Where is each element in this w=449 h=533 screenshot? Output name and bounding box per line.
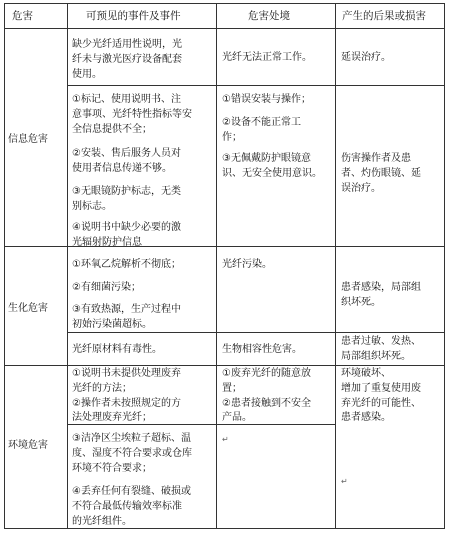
handling-text: ③无佩戴防护眼镜意 [222,153,311,164]
consequence-text: 增加了重复使用废 [341,383,421,394]
table-border-left [4,3,5,529]
table-border-bottom [4,528,444,529]
header-events: 可预见的事件及事件 [86,10,181,22]
event-text: ②安装、售后服务人员对 [72,148,181,159]
table-border-right [444,3,445,529]
paragraph-mark: ↵ [222,435,229,444]
handling-text: 作； [222,132,242,143]
handling-text: 置； [222,383,242,394]
row-divider [4,28,444,29]
consequence-text: 患者感染。 [341,412,391,423]
event-text: 全信息提供不全； [72,124,152,135]
consequence-text: 弃光纤的可能性、 [341,398,421,409]
column-divider [335,3,336,529]
event-text: ③无眼镜防护标志，无类 [72,186,181,197]
event-text: 缺少光纤适用性说明，光 [72,39,182,50]
handling-text: ①废弃光纤的随意放 [222,368,311,379]
event-text: 使用。 [72,69,102,80]
table-border-top [4,3,444,4]
event-text: ③有致热源，生产过程中 [72,304,181,315]
event-text: ①标记、使用说明书、注 [72,94,181,105]
event-text: 纤未与激光医疗设备配套 [72,54,182,65]
event-text: ①环氧乙烷解析不彻底； [72,259,181,270]
header-consequence: 产生的后果或损害 [342,10,426,22]
event-text: ④说明书中缺少必要的激 [72,222,181,233]
row-divider [4,246,444,247]
consequence-text: 局部组织坏死。 [341,351,411,362]
handling-text: ②患者接触到不安全 [222,398,311,409]
event-text: ②有细菌污染； [72,282,141,293]
event-text: 光纤原材料有毒性。 [72,344,162,355]
event-text: ④丢弃任何有裂缝、破损或 [72,486,191,497]
consequence-text: 患者感染，局部组 [341,282,421,293]
event-text: 法处理废弃光纤； [72,412,152,423]
column-divider [67,3,68,529]
consequence-text: 织坏死。 [341,297,381,308]
header-handling: 危害处境 [248,10,290,22]
consequence-text: 延误治疗。 [341,52,391,63]
event-text: ②操作者未按照规定的方 [72,398,181,409]
event-text: 不符合最低传输效率标准 [72,501,182,512]
consequence-text: 者、灼伤眼镜、延 [341,168,421,179]
event-text: 光纤的方法； [72,383,132,394]
consequence-text: 误治疗。 [341,183,381,194]
event-text: 环境不符合要求； [72,463,152,474]
handling-text: 识、无安全使用意识。 [222,168,322,179]
consequence-text: 患者过敏、发热、 [341,336,421,347]
row-divider [67,85,444,86]
event-text: ①说明书未提供处理废弃 [72,368,181,379]
event-text: 意事项、光纤特性指标等安 [72,109,192,120]
event-text: 别标志。 [72,201,112,212]
event-text: 使用者信息传递不够。 [72,163,172,174]
event-text: 度、湿度不符合要求或仓库 [72,448,192,459]
header-hazard: 危害 [12,10,33,22]
consequence-text: 环境破坏、 [341,368,391,379]
category-info-hazard: 信息危害 [8,134,48,145]
paragraph-mark: ↵ [341,477,348,486]
handling-text: 生物相容性危害。 [222,344,302,355]
handling-text: 产品。 [222,412,252,423]
handling-text: ①错误安装与操作； [222,94,311,105]
handling-text: ②设备不能正常工 [222,117,301,128]
event-text: ③洁净区尘埃粒子超标、温 [72,433,191,444]
event-text: 初始污染菌超标。 [72,319,152,330]
category-biochemical-hazard: 生化危害 [8,303,48,314]
event-text: 的光纤组件。 [72,516,132,527]
event-text: 光辐射防护信息 [72,237,142,248]
column-divider [216,3,217,529]
handling-text: 光纤无法正常工作。 [222,52,312,63]
consequence-text: 伤害操作者及患 [341,153,411,164]
handling-text: 光纤污染。 [222,259,272,270]
category-environment-hazard: 环境危害 [8,440,48,451]
